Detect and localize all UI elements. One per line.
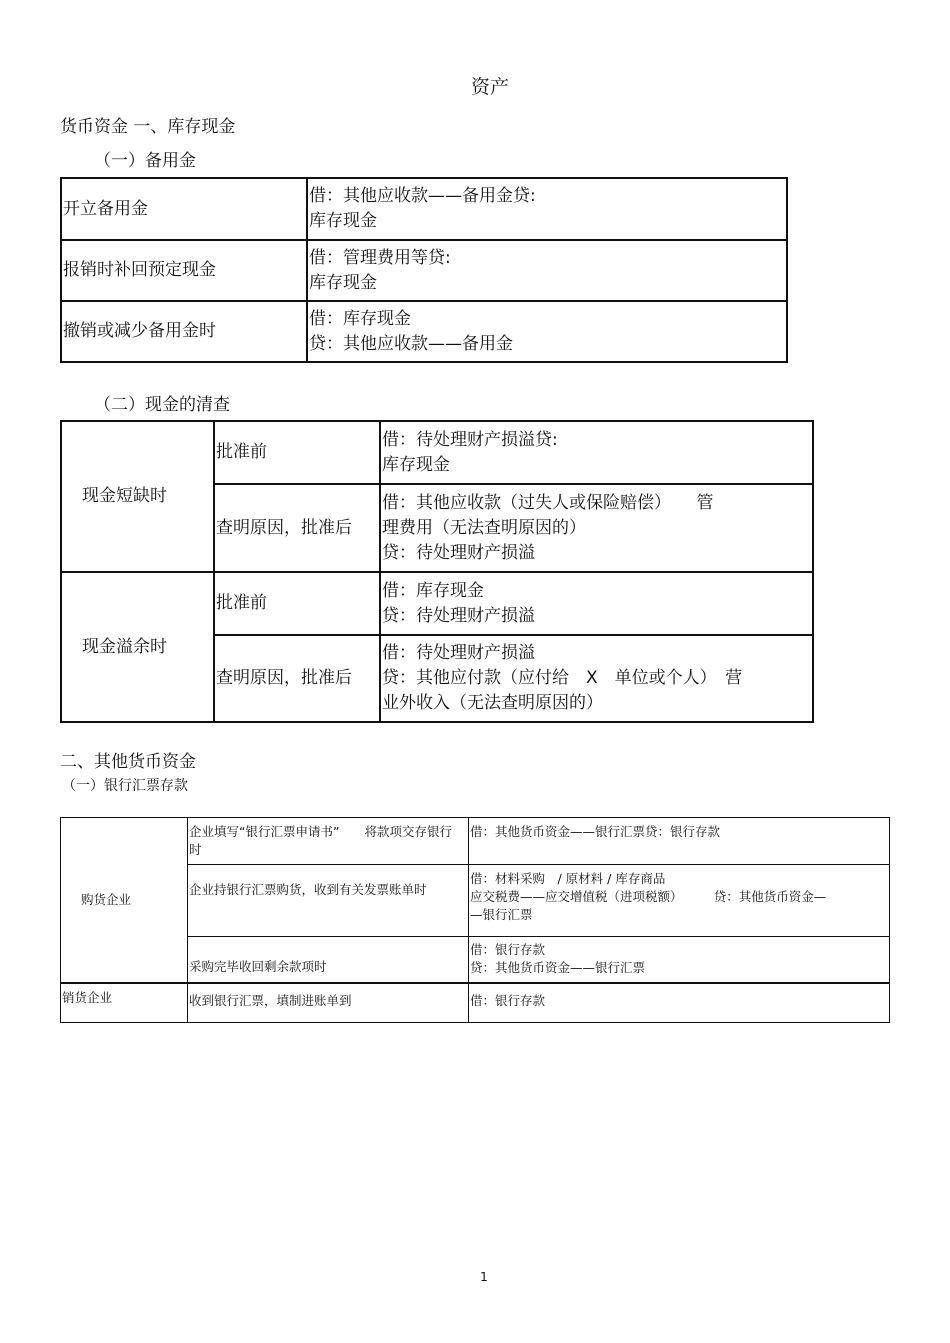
entry-line: 借：其他应收款（过失人或保险赔偿） 管 [382, 492, 714, 513]
entry-line: 库存现金 [309, 272, 377, 293]
entry-line: 贷：待处理财产损溢 [382, 605, 535, 626]
subheading-petty-cash: （一）备用金 [94, 151, 196, 171]
entry-cell [307, 301, 787, 362]
petty-cash-table [60, 177, 788, 363]
entry-cell [307, 240, 787, 301]
stage-cell: 查明原因，批准后 [214, 635, 380, 722]
event-cell: 开立备用金 [61, 178, 307, 240]
group-label-shortage: 现金短缺时 [61, 421, 214, 572]
entry-cell: 借：银行存款 [469, 983, 890, 1023]
entry-line: 借：银行存款 [470, 942, 546, 957]
entry-line: 库存现金 [382, 454, 450, 475]
table-row [61, 818, 890, 865]
entry-line: 贷：其他货币资金——银行汇票 [470, 960, 646, 975]
entry-line: 理费用（无法查明原因的） [382, 517, 586, 538]
event-cell [188, 937, 469, 983]
group-label-surplus: 现金溢余时 [61, 572, 214, 722]
page-number: 1 [480, 1270, 488, 1284]
event-cell [188, 865, 469, 937]
section-heading-cash: 货币资金 一、库存现金 [60, 117, 236, 137]
table-row [61, 240, 787, 301]
stage-cell: 批准前 [214, 421, 380, 484]
entry-line: 借：待处理财产损溢贷: [382, 429, 558, 450]
stage-cell: 批准前 [214, 572, 380, 635]
event-cell: 报销时补回预定现金 [61, 240, 307, 301]
subheading-bank-draft: （一）银行汇票存款 [62, 778, 188, 794]
entry-cell [380, 635, 813, 722]
entry-cell [380, 421, 813, 484]
entry-line: 应交税费——应交增值税（进项税额） 贷：其他货币资金— [470, 889, 827, 904]
entry-cell [380, 572, 813, 635]
entry-line: 借：其他应收款——备用金贷: [309, 186, 536, 206]
event-line: 时 [189, 842, 202, 857]
table-row [61, 572, 813, 635]
table-row [61, 983, 890, 1023]
cash-count-table [60, 420, 814, 723]
event-line: 企业填写“银行汇票申请书” 将款项交存银行 [189, 824, 452, 839]
entry-line: 借：材料采购 / 原材料 / 库存商品 [470, 871, 666, 886]
entry-line: 借：库存现金 [382, 580, 484, 601]
entry-line: 业外收入（无法查明原因的） [382, 693, 603, 713]
table-row [61, 178, 787, 240]
entry-line: 借：其他货币资金——银行汇票贷：银行存款 [470, 824, 721, 839]
event-cell: 撤销或减少备用金时 [61, 301, 307, 362]
group-label-seller: 销货企业 [61, 983, 188, 1023]
entry-line: 贷：其他应收款——备用金 [309, 333, 513, 354]
event-line: 企业持银行汇票购货，收到有关发票账单时 [189, 882, 427, 897]
entry-line: 库存现金 [309, 211, 377, 231]
entry-line: 贷：其他应付款（应付给 X 单位或个人） 营 [382, 668, 743, 688]
entry-line: —银行汇票 [470, 907, 533, 922]
entry-cell [469, 937, 890, 983]
entry-line: 借：管理费用等贷: [309, 247, 451, 268]
entry-cell [380, 484, 813, 572]
table-row [61, 421, 813, 484]
entry-line: 贷：待处理财产损溢 [382, 542, 535, 563]
event-cell: 收到银行汇票，填制进账单到 [188, 983, 469, 1023]
bank-draft-table [60, 817, 890, 1023]
section-heading-other-funds: 二、其他货币资金 [60, 752, 196, 772]
event-line: 采购完毕收回剩余款项时 [189, 958, 327, 974]
entry-cell [307, 178, 787, 240]
event-cell [188, 818, 469, 865]
entry-line: 借：库存现金 [309, 308, 411, 329]
table-row [61, 301, 787, 362]
subheading-cash-count: （二）现金的清查 [94, 395, 230, 415]
entry-cell [469, 818, 890, 865]
page-title: 资产 [470, 76, 509, 98]
stage-cell: 查明原因，批准后 [214, 484, 380, 572]
entry-line: 借：待处理财产损溢 [382, 643, 535, 663]
group-label-buyer: 购货企业 [61, 818, 188, 983]
entry-cell [469, 865, 890, 937]
